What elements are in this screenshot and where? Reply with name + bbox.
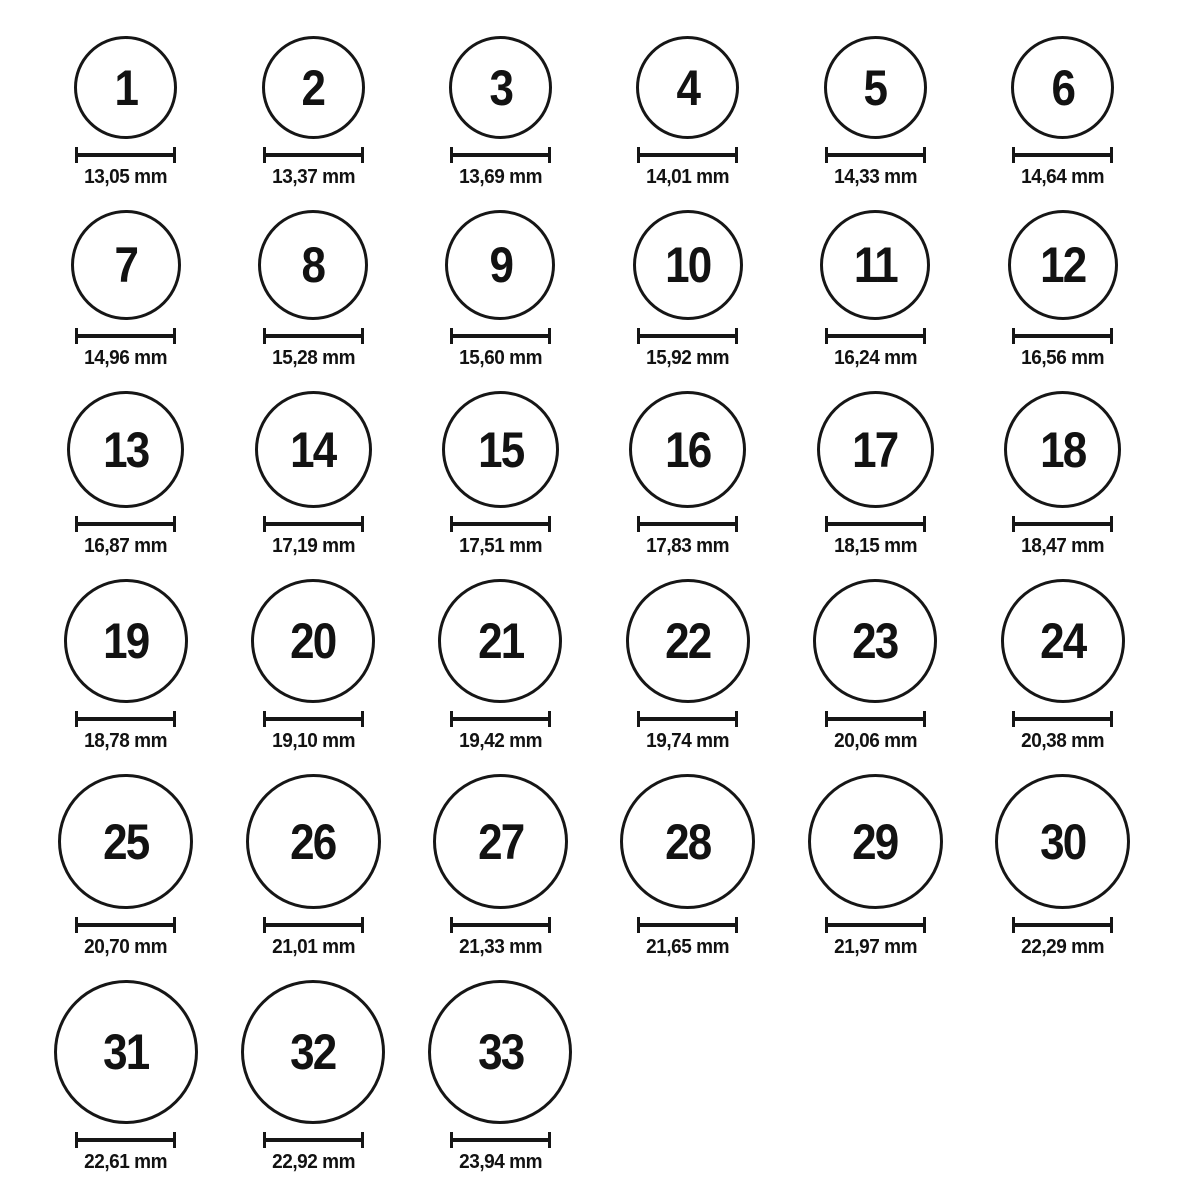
ring-circle (1004, 391, 1121, 508)
ring-circle (438, 579, 562, 703)
ring-size-number: 16 (665, 421, 711, 478)
diameter-dimension-line-icon (450, 917, 551, 933)
diameter-dimension-line-icon (75, 917, 176, 933)
diameter-label: 15,28 mm (271, 347, 355, 369)
ring-circle (246, 774, 381, 909)
ring-size-cell (969, 579, 1156, 753)
diameter-label: 13,69 mm (459, 166, 542, 188)
diameter-dimension-line-icon (825, 917, 926, 933)
ring-size-cell (594, 391, 781, 558)
diameter-label: 20,06 mm (833, 730, 917, 752)
dimension-bar (825, 717, 926, 721)
ring-circle (995, 774, 1130, 909)
ring-size-number: 10 (665, 237, 711, 293)
diameter-label: 22,29 mm (1021, 936, 1105, 958)
ring-size-cell (782, 774, 969, 959)
ring-circle (241, 980, 385, 1124)
ring-size-number: 17 (852, 421, 898, 478)
ring-size-number: 31 (102, 1024, 149, 1080)
ring-circle (262, 36, 365, 139)
diameter-dimension-line-icon (1012, 917, 1113, 933)
ring-circle (808, 774, 943, 909)
dimension-bar (263, 522, 364, 526)
ring-size-number: 32 (290, 1024, 336, 1080)
diameter-label: 19,42 mm (459, 730, 542, 752)
diameter-dimension-line-icon (75, 328, 176, 344)
diameter-dimension-line-icon (75, 711, 176, 727)
dimension-bar (825, 334, 926, 338)
dimension-bar (75, 1138, 176, 1142)
ring-circle (255, 391, 372, 508)
diameter-dimension-line-icon (263, 711, 364, 727)
dimension-bar (637, 923, 738, 927)
ring-size-number: 11 (853, 237, 897, 293)
diameter-dimension-line-icon (75, 1132, 176, 1148)
dimension-bar (75, 717, 176, 721)
ring-circle (428, 980, 572, 1124)
ring-circle (58, 774, 193, 909)
dimension-bar (637, 522, 738, 526)
ring-size-row (32, 579, 1200, 753)
ring-circle (258, 210, 368, 320)
ring-circle (1001, 579, 1125, 703)
ring-circle (67, 391, 184, 508)
ring-circle (442, 391, 559, 508)
ring-size-number: 3 (489, 59, 512, 116)
ring-size-cell (594, 36, 781, 189)
ring-circle (71, 210, 181, 320)
ring-size-number: 19 (102, 613, 149, 669)
diameter-dimension-line-icon (450, 516, 551, 532)
diameter-dimension-line-icon (1012, 711, 1113, 727)
ring-size-cell (782, 210, 969, 370)
ring-size-cell (32, 36, 219, 189)
ring-circle (1008, 210, 1118, 320)
ring-circle (817, 391, 934, 508)
ring-circle (251, 579, 375, 703)
ring-size-cell (219, 579, 406, 753)
dimension-bar (75, 522, 176, 526)
dimension-bar (450, 334, 551, 338)
ring-size-number: 26 (290, 813, 336, 870)
ring-size-number: 6 (1051, 59, 1074, 116)
dimension-bar (825, 522, 926, 526)
ring-size-row (32, 980, 1200, 1174)
dimension-bar (450, 1138, 551, 1142)
ring-size-number: 13 (102, 421, 149, 478)
diameter-label: 20,70 mm (84, 936, 168, 958)
diameter-dimension-line-icon (450, 328, 551, 344)
ring-size-number: 24 (1039, 613, 1086, 669)
ring-size-number: 1 (114, 59, 138, 116)
ring-size-cell (32, 391, 219, 558)
dimension-bar (1012, 334, 1113, 338)
diameter-label: 23,94 mm (459, 1151, 542, 1173)
ring-circle (1011, 36, 1114, 139)
ring-size-cell (32, 210, 219, 370)
diameter-label: 16,87 mm (84, 535, 168, 557)
dimension-bar (637, 334, 738, 338)
ring-size-cell (969, 210, 1156, 370)
dimension-bar (263, 923, 364, 927)
diameter-dimension-line-icon (263, 516, 364, 532)
dimension-bar (825, 923, 926, 927)
ring-size-number: 9 (489, 237, 512, 293)
ring-size-row (32, 210, 1200, 370)
diameter-label: 15,60 mm (459, 347, 542, 369)
dimension-bar (637, 153, 738, 157)
ring-size-cell (407, 210, 594, 370)
diameter-dimension-line-icon (1012, 516, 1113, 532)
diameter-dimension-line-icon (450, 147, 551, 163)
ring-size-number: 15 (477, 421, 524, 478)
ring-size-cell (969, 36, 1156, 189)
diameter-label: 17,19 mm (271, 535, 355, 557)
ring-size-cell (594, 774, 781, 959)
dimension-bar (263, 717, 364, 721)
ring-size-row (32, 774, 1200, 959)
diameter-dimension-line-icon (825, 516, 926, 532)
diameter-dimension-line-icon (450, 1132, 551, 1148)
ring-size-number: 29 (852, 813, 898, 870)
diameter-label: 19,10 mm (271, 730, 355, 752)
ring-circle (445, 210, 555, 320)
diameter-dimension-line-icon (263, 1132, 364, 1148)
ring-circle (64, 579, 188, 703)
ring-size-cell (407, 774, 594, 959)
diameter-label: 17,51 mm (459, 535, 542, 557)
diameter-label: 13,05 mm (84, 166, 168, 188)
diameter-dimension-line-icon (825, 147, 926, 163)
diameter-dimension-line-icon (263, 917, 364, 933)
ring-size-cell (32, 579, 219, 753)
diameter-label: 21,97 mm (833, 936, 917, 958)
ring-size-row (32, 36, 1200, 189)
diameter-label: 18,15 mm (833, 535, 917, 557)
ring-size-cell (782, 579, 969, 753)
diameter-dimension-line-icon (637, 147, 738, 163)
ring-size-number: 30 (1039, 813, 1086, 870)
diameter-label: 16,24 mm (833, 347, 917, 369)
ring-circle (820, 210, 930, 320)
diameter-dimension-line-icon (637, 917, 738, 933)
ring-size-number: 28 (665, 813, 711, 870)
ring-size-number: 18 (1039, 421, 1086, 478)
ring-size-number: 21 (477, 613, 524, 669)
diameter-label: 15,92 mm (646, 347, 730, 369)
diameter-dimension-line-icon (825, 328, 926, 344)
ring-size-number: 33 (477, 1024, 524, 1080)
ring-size-number: 25 (102, 813, 149, 870)
diameter-dimension-line-icon (263, 328, 364, 344)
dimension-bar (75, 153, 176, 157)
ring-size-cell (32, 774, 219, 959)
diameter-dimension-line-icon (637, 516, 738, 532)
ring-circle (620, 774, 755, 909)
diameter-label: 21,65 mm (646, 936, 730, 958)
ring-size-number: 8 (301, 237, 325, 293)
ring-size-cell (594, 579, 781, 753)
diameter-dimension-line-icon (75, 516, 176, 532)
ring-circle (629, 391, 746, 508)
ring-size-cell (594, 210, 781, 370)
ring-size-cell (969, 774, 1156, 959)
ring-circle (626, 579, 750, 703)
ring-size-number: 7 (114, 237, 138, 293)
ring-size-cell (219, 391, 406, 558)
diameter-label: 16,56 mm (1021, 347, 1105, 369)
ring-size-number: 14 (290, 421, 336, 478)
ring-size-cell (32, 980, 219, 1174)
diameter-label: 18,78 mm (84, 730, 168, 752)
ring-circle (74, 36, 177, 139)
ring-size-number: 5 (863, 59, 887, 116)
diameter-dimension-line-icon (637, 711, 738, 727)
ring-size-number: 27 (477, 813, 524, 870)
diameter-label: 13,37 mm (271, 166, 355, 188)
diameter-label: 22,61 mm (84, 1151, 168, 1173)
dimension-bar (263, 1138, 364, 1142)
ring-size-cell (219, 210, 406, 370)
ring-size-number: 22 (665, 613, 711, 669)
ring-size-number: 2 (301, 59, 325, 116)
dimension-bar (1012, 717, 1113, 721)
diameter-label: 14,01 mm (646, 166, 730, 188)
diameter-dimension-line-icon (263, 147, 364, 163)
ring-size-row (32, 391, 1200, 558)
dimension-bar (75, 923, 176, 927)
diameter-dimension-line-icon (450, 711, 551, 727)
dimension-bar (450, 153, 551, 157)
diameter-label: 14,33 mm (833, 166, 917, 188)
dimension-bar (450, 923, 551, 927)
ring-size-cell (969, 391, 1156, 558)
dimension-bar (75, 334, 176, 338)
diameter-label: 19,74 mm (646, 730, 730, 752)
diameter-dimension-line-icon (637, 328, 738, 344)
ring-size-cell (219, 36, 406, 189)
ring-circle (54, 980, 198, 1124)
ring-size-number: 12 (1039, 237, 1086, 293)
ring-size-number: 20 (290, 613, 336, 669)
diameter-dimension-line-icon (1012, 147, 1113, 163)
ring-size-cell (219, 980, 406, 1174)
diameter-label: 14,64 mm (1021, 166, 1105, 188)
dimension-bar (450, 717, 551, 721)
ring-size-cell (782, 391, 969, 558)
ring-circle (636, 36, 739, 139)
ring-size-number: 4 (676, 59, 700, 116)
diameter-label: 22,92 mm (271, 1151, 355, 1173)
ring-size-cell (782, 36, 969, 189)
diameter-label: 21,33 mm (459, 936, 542, 958)
diameter-label: 17,83 mm (646, 535, 730, 557)
dimension-bar (637, 717, 738, 721)
diameter-label: 18,47 mm (1021, 535, 1105, 557)
ring-circle (433, 774, 568, 909)
dimension-bar (263, 153, 364, 157)
dimension-bar (450, 522, 551, 526)
diameter-label: 21,01 mm (271, 936, 355, 958)
diameter-label: 20,38 mm (1021, 730, 1105, 752)
diameter-label: 14,96 mm (84, 347, 168, 369)
dimension-bar (825, 153, 926, 157)
ring-size-cell (407, 980, 594, 1174)
ring-circle (813, 579, 937, 703)
ring-size-cell (407, 36, 594, 189)
ring-circle (449, 36, 552, 139)
dimension-bar (263, 334, 364, 338)
diameter-dimension-line-icon (75, 147, 176, 163)
ring-size-cell (219, 774, 406, 959)
ring-size-cell (407, 391, 594, 558)
ring-circle (824, 36, 927, 139)
ring-size-number: 23 (852, 613, 898, 669)
dimension-bar (1012, 923, 1113, 927)
dimension-bar (1012, 522, 1113, 526)
ring-circle (633, 210, 743, 320)
diameter-dimension-line-icon (825, 711, 926, 727)
diameter-dimension-line-icon (1012, 328, 1113, 344)
dimension-bar (1012, 153, 1113, 157)
ring-size-cell (407, 579, 594, 753)
